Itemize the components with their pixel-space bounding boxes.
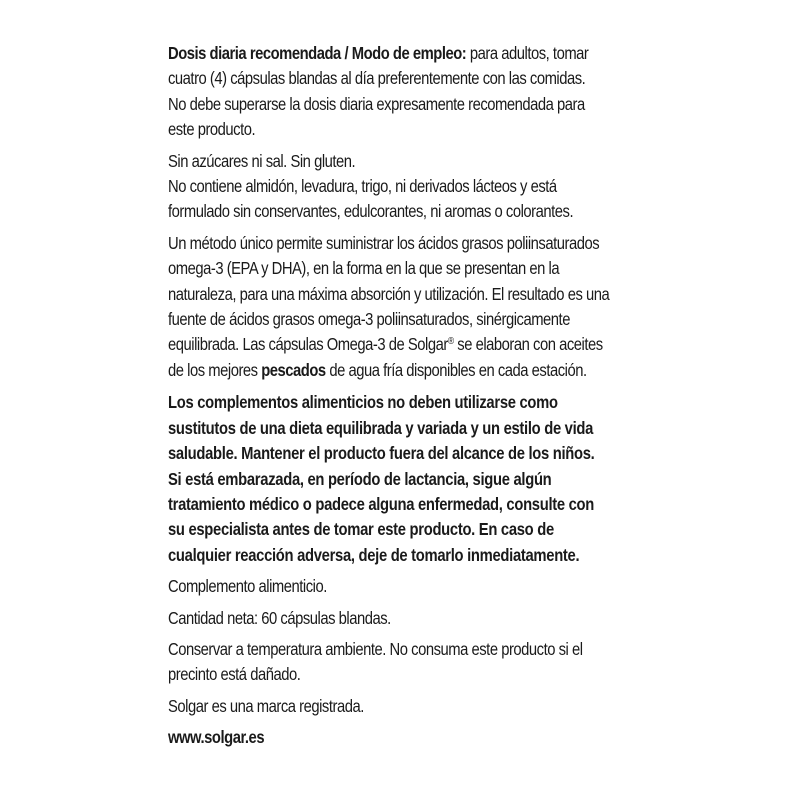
warning-line: Los complementos alimenticios no deben utilizarse como (168, 392, 558, 413)
description-text: de los mejores (168, 359, 262, 380)
description-line: Un método único permite suministrar los ácidos grasos poliinsaturados (168, 232, 600, 253)
product-label-text (168, 41, 610, 751)
dosage-section (168, 41, 589, 143)
net-quantity: Cantidad neta: 60 cápsulas blandas. (168, 607, 391, 628)
warning-line: saludable. Mantener el producto fuera del alcance de los niños. (168, 443, 595, 464)
warning-section (168, 390, 595, 568)
dosage-line: No debe superarse la dosis diaria expresamente recomendada para (168, 93, 585, 114)
dosage-line: este producto. (168, 119, 256, 140)
description-line (168, 358, 587, 383)
free-from-section (168, 149, 574, 225)
free-from-line: formulado sin conservantes, edulcorantes, ni aromas o colorantes. (168, 201, 574, 222)
warning-line: su especialista antes de tomar este producto. En caso de (168, 519, 554, 540)
storage-section (168, 637, 583, 688)
description-line: fuente de ácidos grasos omega-3 poliinsaturados, sinérgicamente (168, 309, 570, 330)
warning-line: Si está embarazada, en período de lactancia, sigue algún (168, 468, 552, 489)
registered-trademark-symbol: ® (447, 336, 454, 348)
description-text: de agua fría disponibles en cada estación. (325, 359, 587, 380)
dosage-text: para adultos, tomar (466, 43, 589, 63)
description-line (168, 332, 603, 357)
description-line: naturaleza, para una máxima absorción y utilización. El resultado es una (168, 283, 610, 304)
warning-line: tratamiento médico o padece alguna enfermedad, consulte con (168, 493, 595, 514)
free-from-line: No contiene almidón, levadura, trigo, ni derivados lácteos y está (168, 176, 557, 197)
storage-line: precinto está dañado. (168, 664, 301, 685)
description-bold-word: pescados (261, 359, 326, 380)
website-link[interactable]: www.solgar.es (168, 727, 265, 748)
warning-line: cualquier reacción adversa, deje de tomarlo inmediatamente. (168, 544, 580, 565)
warning-line: sustitutos de una dieta equilibrada y variada y un estilo de vida (168, 417, 594, 438)
description-text: se elaboran con aceites (453, 334, 603, 355)
description-text: equilibrada. Las cápsulas Omega-3 de Solgar (168, 334, 448, 355)
description-section (168, 231, 610, 383)
trademark-notice: Solgar es una marca registrada. (168, 695, 364, 716)
storage-line: Conservar a temperatura ambiente. No consuma este producto si el (168, 638, 583, 659)
dosage-line: cuatro (4) cápsulas blandas al día preferentemente con las comidas. (168, 68, 586, 89)
product-type: Complemento alimenticio. (168, 576, 327, 597)
description-line: omega-3 (EPA y DHA), en la forma en la que se presentan en la (168, 258, 560, 279)
free-from-line: Sin azúcares ni sal. Sin gluten. (168, 150, 356, 171)
dosage-line (168, 41, 589, 66)
dosage-heading: Dosis diaria recomendada / Modo de empleo: (168, 43, 467, 63)
